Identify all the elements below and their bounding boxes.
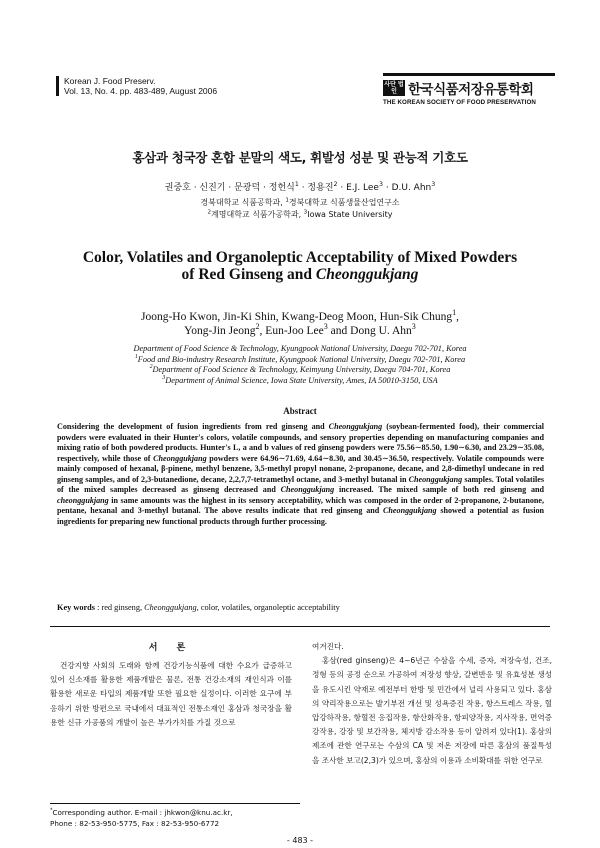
intro-paragraph-1: 건강지향 사회의 도래와 함께 건강기능식품에 대한 수요가 급증하고 있어 신소재를 활용한 제품개발은 물론, 전통 건강소재의 재인식과 이를 활용한 새로운 타입의 제품개발 또한 필요한 실정이다. 이러한 요구에 부응하기 위한 방편으로 국내에서 대표적인 전통소재인 홍삼과 청국장을 활용한 신규 가공품의 개발이 높은 부가가치를 가질 것으로 <box>50 661 292 727</box>
title-korean: 홍삼과 청국장 혼합 분말의 색도, 휘발성 성분 및 관능적 기호도 <box>132 150 468 165</box>
intro-column-left <box>50 640 292 730</box>
society-header <box>383 73 555 106</box>
society-top-rule <box>383 73 555 76</box>
section-divider <box>50 626 550 627</box>
abstract-text: Considering the development of fusion ingredients from red ginseng and Cheonggukjang (soybean-fermented food), their commercial powders were evaluated in their Hunter's colors, volatile compounds, and sensory properties depending on manufacturing companies and mixing ratio of both powdered products. Hunter's L, a and b values of red ginseng powders were 75.56∼85.50, 1.90∼6.30, and 23.29∼35.08, respectively, while those of Cheonggukjang powders were 64.96∼71.69, 4.64∼8.30, and 30.45∼36.50, respectively. Volatile compounds were mainly composed of hexanal, β-pinene, methyl benzene, 3,5-methyl propyl nonane, 2-propanone, decane, and 2,8-dimethyl undecane in red ginseng samples, and of 2,3-butanedione, decane, 2,2,7,7-tetramethyl octane, and 3-methyl butanal in Cheonggukjang samples. Total volatiles of the mixed samples decreased as ginseng decreased and Cheonggukjang increased. The mixed sample of both red ginseng and cheonggukjang in same amounts was the highest in its sensory acceptability, which was composed in the order of 2-propanone, 2-butanone, pentane, hexanal and 3-methyl butanal. The above results indicate that red ginseng and Cheonggukjang showed a potential as fusion ingredients for preparing new functional products through further processing. <box>57 422 545 526</box>
abstract-heading: Abstract <box>283 406 317 416</box>
authors-english: Joong-Ho Kwon, Jin-Ki Shin, Kwang-Deog Moon, Hun-Sik Chung$^1$, Yong-Jin Jeong$^2$, Eun-Joo Lee$^3$ and Dong U. Ahn$^3$ <box>140 308 460 337</box>
society-logo: 사단 법인 <box>384 81 404 95</box>
intro-continuation: 여겨진다. <box>312 642 344 651</box>
journal-citation <box>56 76 217 96</box>
society-name-ko: 한국식품저장유통학회 <box>408 82 534 98</box>
society-name-en: THE KOREAN SOCIETY OF FOOD PRESERVATION <box>383 99 536 106</box>
affiliations-korean: 경북대학교 식품공학과, $^1$경북대학교 식품생물산업연구소 $^2$계명대학교 식품가공학과, $^3$Iowa State University <box>200 197 400 219</box>
intro-paragraph-2: 홍삼(red ginseng)은 4∼6년근 수삼을 수세, 증자, 저장숙성, 건조, 정형 등의 공정 순으로 가공하여 저장성 향상, 갈변반응 및 유효성분 생성을 유도시킨 약재로 예전부터 한방 및 민간에서 널리 사용되고 있다. 홍삼의 약리작용으로는 발기부전 개선 및 성욕증진 작용, 항스트레스 작용, 혈압강하작용, 항혈전 응집작용, 항산화작용, 항피양작용, 지사작용, 면역증강작용, 강장 및 보간작용, 체지방 감소작용 등이 알려져 있다(1). 홍삼의 제조에 관한 연구로는 수삼의 CA 및 저온 저장에 따른 홍삼의 품질특성을 조사한 보고(2,3)가 있으며, 홍삼의 이용과 소비확대를 위한 연구로 <box>312 656 552 765</box>
affiliations-english: Department of Food Science & Technology, Kyungpook National University, Daegu 702-701, Korea $^1$Food and Bio-industry Research Institute, Kyungpook National University, Daegu 702-701, Korea $^2$Department of Food Science & Technology, Keimyung University, Daegu 704-701, Korea $^3$Department of Animal Science, Iowa State University, Ames, IA 50010-3150, USA <box>133 344 467 385</box>
intro-heading: 서 론 <box>148 643 194 653</box>
keywords: Key words : red ginseng, Cheonggukjang, color, volatiles, organoleptic acceptability <box>57 603 340 612</box>
authors-korean: 권중호 · 신진기 · 문광덕 · 정헌식$^1$ · 정용진$^2$ · E.J. Lee$^3$ · D.U. Ahn$^3$ <box>164 181 436 193</box>
journal-issue: Vol. 13, No. 4. pp. 483-489, August 2006 <box>64 86 218 96</box>
title-english: Color, Volatiles and Organoleptic Acceptability of Mixed Powders of Red Ginseng and Cheonggukjang <box>82 249 518 283</box>
journal-name: Korean J. Food Preserv. <box>64 76 156 86</box>
corresponding-author-footnote: *Corresponding author. E-mail : jhkwon@knu.ac.kr, Phone : 82-53-950-5775, Fax : 82-53-950-6772 <box>50 803 300 829</box>
page-number: - 483 - <box>286 836 314 845</box>
intro-column-right <box>312 640 552 768</box>
